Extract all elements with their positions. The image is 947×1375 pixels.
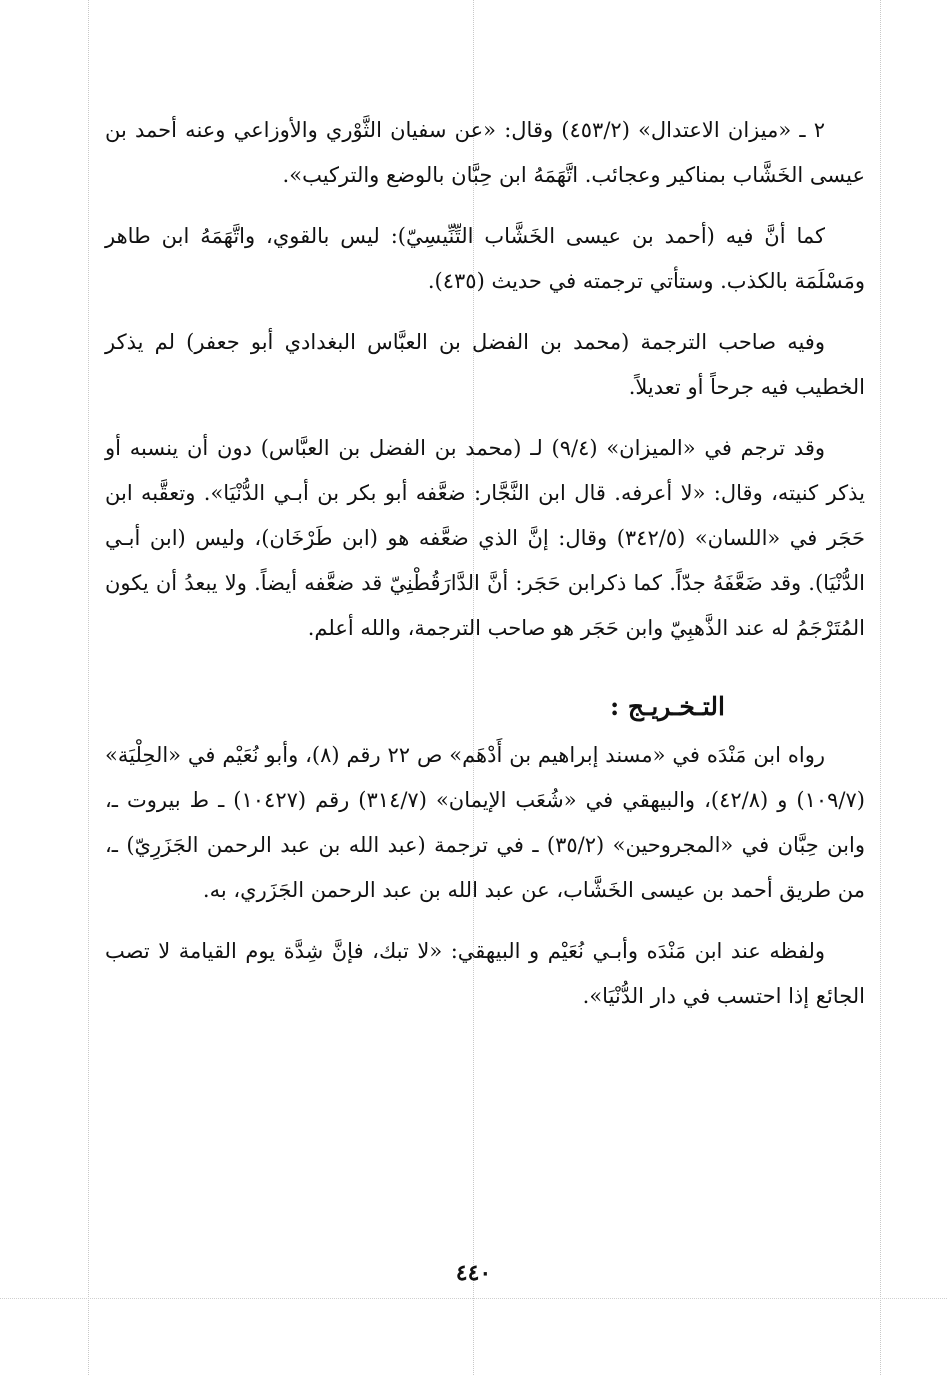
paragraph-khashshab-note: كما أنَّ فيه (أحمد بن عيسى الخَشَّاب التِّنِّيسِيّ): ليس بالقوي، واتَّهَمَهُ ابن طاهر ومَسْلَمَة بالكذب. وستأتي ترجمته في حديث (٤٣٥). [105, 224, 865, 293]
page-body [105, 108, 865, 1035]
scan-guide-bottom [0, 1298, 947, 1299]
scan-guide-right [880, 0, 881, 1375]
page-number: ٤٤٠ [455, 1260, 492, 1286]
takhrij-heading: التـخـريـج : [609, 692, 725, 721]
paragraph-mizan-note: ٢ ـ «ميزان الاعتدال» (٤٥٣/٢) وقال: «عن سفيان الثَّوْري والأوزاعي وعنه أحمد بن عيسى الخَشَّاب بمناكير وعجائب. اتَّهَمَهُ ابن حِبَّان بالوضع والتركيب». [105, 118, 865, 187]
paragraph-subject-note: وفيه صاحب الترجمة (محمد بن الفضل بن العبَّاس البغدادي أبو جعفر) لم يذكر الخطيب فيه جرحاً أو تعديلاً. [105, 330, 865, 399]
paragraph-mizan-translation: وقد ترجم في «الميزان» (٩/٤) لـ (محمد بن الفضل بن العبَّاس) دون أن ينسبه أو يذكر كنيته، وقال: «لا أعرفه. قال ابن النَّجَّار: ضعَّفه أبو بكر بن أبـي الدُّنْيَا». وتعقَّبه ابن حَجَر في «اللسان» (٣٤٢/٥) وقال: إنَّ الذي ضعَّفه هو (ابن طَرْخَان)، وليس (ابن أبـي الدُّنْيَا). وقد ضَعَّفَهُ جدّاً. كما ذكرابن حَجَر: أنَّ الدَّارَقُطْنِيّ قد ضعَّفه أيضاً. ولا يبعدُ أن يكون المُتَرْجَمُ له عند الذَّهبِيّ وابن حَجَر هو صاحب الترجمة، والله أعلم. [105, 436, 865, 640]
paragraph-takhrij-sources: رواه ابن مَنْدَه في «مسند إبراهيم بن أَدْهَم» ص ٢٢ رقم (٨)، وأبو نُعَيْم في «الحِلْيَة» (١٠٩/٧) و (٤٢/٨)، والبيهقي في «شُعَب الإيمان» (٣١٤/٧) رقم (١٠٤٢٧) ـ ط بيروت ـ، وابن حِبَّان في «المجروحين» (٣٥/٢) ـ في ترجمة (عبد الله بن عبد الرحمن الجَزَرِيّ) ـ، من طريق أحمد بن عيسى الخَشَّاب، عن عبد الله بن عبد الرحمن الجَزَري، به. [105, 743, 865, 902]
scan-guide-left [88, 0, 89, 1375]
paragraph-hadith-wording: ولفظه عند ابن مَنْدَه وأبـي نُعَيْم و البيهقي: «لا تبك، فإنَّ شِدَّة يوم القيامة لا تصب الجائع إذا احتسب في دار الدُّنْيَا». [105, 939, 865, 1008]
